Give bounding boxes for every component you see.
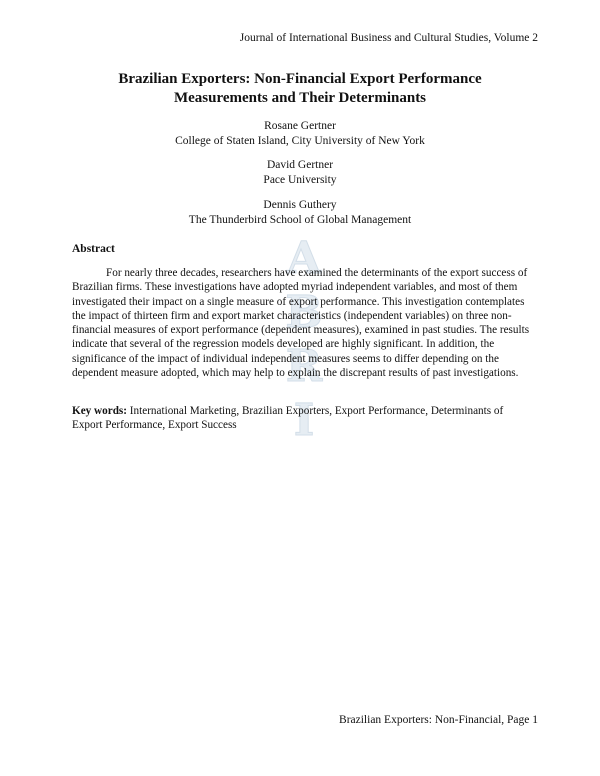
watermark-letter: B xyxy=(285,287,323,338)
watermark-letter: A xyxy=(286,233,322,284)
abstract-text: For nearly three decades, researchers have examined the determinants of the export success of Brazilian firms. These investigations have adopted myriad independent variables, and most of them investigated their impact on a single measure of export performance. This investigation contemplates the impact of thirteen firm and export market characteristics (independent variables) on three non- financial measures of export performance (dependent measures), examined in past studies. The results indicate that several of the regression models developed are highly significant. In addition, the significance of the impact of individual independent measures seems to differ depending on the dependent measure adopted, which may help to explain the discrepant results of past investigations. xyxy=(72,267,530,380)
author-affiliation: College of Staten Island, City University of New York xyxy=(175,135,425,147)
running-header: Journal of International Business and Cultural Studies, Volume 2 xyxy=(239,32,538,44)
keywords-label: Key words: xyxy=(72,405,127,417)
author-block xyxy=(72,198,528,228)
author-name: David Gertner xyxy=(266,159,334,171)
keywords-text: International Marketing, Brazilian Exporters, Export Performance, Determinants of Export Performance, Export Success xyxy=(72,405,504,432)
author-affiliation: Pace University xyxy=(263,174,337,186)
author-affiliation: The Thunderbird School of Global Management xyxy=(188,214,412,226)
title-line-1: Brazilian Exporters: Non-Financial Export Performance xyxy=(118,71,482,87)
watermark-letter: I xyxy=(293,395,315,446)
author-block xyxy=(72,158,528,188)
keywords xyxy=(72,404,532,433)
page-footer: Brazilian Exporters: Non-Financial, Page 1 xyxy=(339,714,538,726)
title-line-2: Measurements and Their Determinants xyxy=(173,90,427,106)
author-block xyxy=(72,119,528,149)
article-title xyxy=(72,70,528,108)
abstract-heading: Abstract xyxy=(72,243,115,255)
author-name: Dennis Guthery xyxy=(263,199,337,211)
author-name: Rosane Gertner xyxy=(264,120,336,132)
watermark-letter: R xyxy=(285,341,323,392)
